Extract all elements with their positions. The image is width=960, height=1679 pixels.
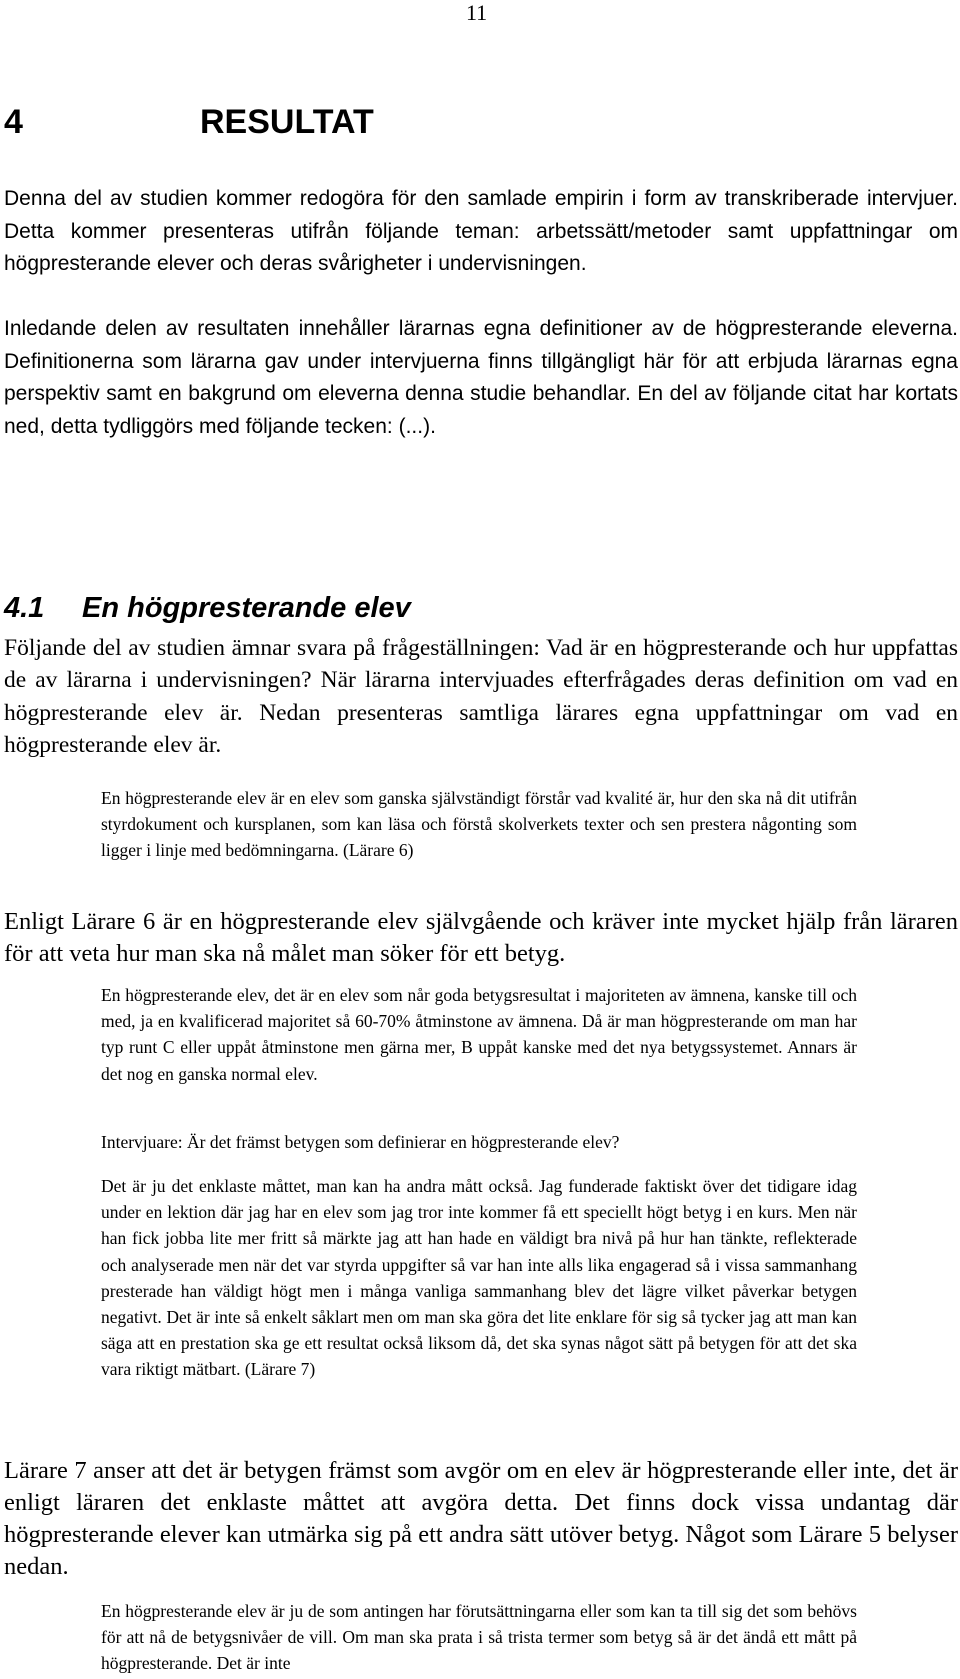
section-heading-number: 4 — [4, 103, 23, 141]
subsection-heading-number: 4.1 — [4, 592, 45, 624]
quote-block-4: En högpresterande elev är ju de som antingen har förutsättningarna eller som kan ta till sig det som behövs för att nå de betygsnivåer de vill. Om man ska prata i så trista termer som betyg så är det ändå ett mått på högpresterande. Det är inte — [101, 1601, 857, 1674]
subsection-heading-title: En högpresterande elev — [82, 592, 411, 624]
interviewer-question: Intervjuare: Är det främst betygen som definierar en högpresterande elev? — [101, 1132, 620, 1152]
quote-block-2: En högpresterande elev, det är en elev som når goda betygsresultat i majoriteten av ämnena, kanske till och med, ja en kvalificerad majoritet så 60-70% åtminstone av ämnena. Då är man högpresterande om man har typ runt C eller uppåt åtminstone men gärna mer, B uppåt kanske med det nya betygssystemet. Annars är det nog en ganska normal elev. — [101, 985, 857, 1084]
intro-paragraph-1: Denna del av studien kommer redogöra för den samlade empirin i form av transkriberade intervjuer. Detta kommer presenteras utifrån följande teman: arbetssätt/metoder samt uppfattningar om högpresterande elever och deras svårigheter i undervisningen. — [4, 187, 958, 275]
section-paragraph-3: Lärare 7 anser att det är betygen främst som avgör om en elev är högpresterande eller inte, det är enligt läraren det enklaste måttet att avgöra detta. Det finns dock vissa undantag där högpresterande elever kan utmärka sig på ett andra sätt utöver betyg. Något som Lärare 5 belyser nedan. — [4, 1457, 958, 1580]
intro-paragraph-2: Inledande delen av resultaten innehåller lärarnas egna definitioner av de högpresterande eleverna. Definitionerna som lärarna gav under intervjuerna finns tillgängligt här för att erbjuda lärarnas egna perspektiv samt en bakgrund om eleverna denna studie behandlar. En del av följande citat har kortats ned, detta tydliggörs med följande tecken: (...). — [4, 317, 958, 438]
quote-block-3: Det är ju det enklaste måttet, man kan ha andra mått också. Jag funderade faktiskt över det tidigare idag under en lektion där jag har en elev som jag tror inte kommer få ett speciellt högt betyg i en kurs. Men när han fick jobba lite mer fritt så märkte jag att han hade en väldigt bra nivå på hur han tänkte, reflekterade och analyserade men när det var styrda uppgifter så var han inte alls lika engagerad så i vissa sammanhang presterade han väldigt högt men i många vanliga sammanhang blev det lägre vilket påverkar betygen negativt. Det är inte så enkelt såklart men om man ska göra det lite enklare för sig så tycker jag att man kan säga att en prestation ska ge ett resultat också liksom då, det ska synas något sätt på betygen för att det ska vara riktigt mätbart. (Lärare 7) — [101, 1176, 857, 1380]
section-paragraph-2: Enligt Lärare 6 är en högpresterande elev självgående och kräver inte mycket hjälp från läraren för att veta hur man ska nå målet man söker för ett betyg. — [4, 908, 958, 967]
section-paragraph-1: Följande del av studien ämnar svara på frågeställningen: Vad är en högpresterande och hur uppfattas de av lärarna i undervisningen? När lärarna intervjuades efterfrågades deras definition om vad en högpresterande elev är. Nedan presenteras samtliga lärares egna uppfattningar om vad en högpresterande elev är. — [4, 635, 958, 758]
subsection-heading — [4, 588, 944, 628]
page-number: 11 — [466, 0, 488, 25]
quote-block-1: En högpresterande elev är en elev som ganska självständigt förstår vad kvalité är, hur den ska nå dit utifrån styrdokument och kursplanen, som kan läsa och förstå skolverkets texter och sen prestera någonting som ligger i linje med bedömningarna. (Lärare 6) — [101, 788, 857, 861]
section-heading-title: RESULTAT — [200, 103, 374, 141]
section-heading — [4, 98, 944, 146]
